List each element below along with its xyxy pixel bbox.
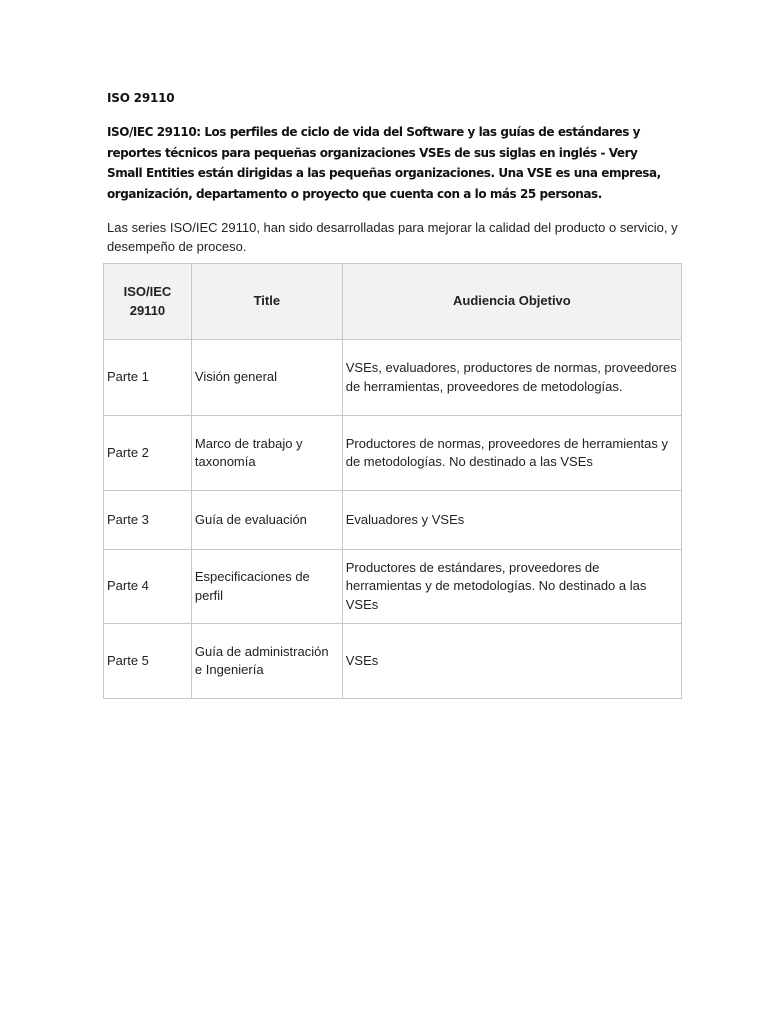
cell-title: Guía de administración e Ingeniería: [191, 624, 342, 699]
cell-title: Marco de trabajo y taxonomía: [191, 416, 342, 491]
cell-audience: Evaluadores y VSEs: [342, 491, 681, 550]
table-row: [104, 550, 682, 624]
cell-part: Parte 1: [104, 340, 192, 416]
table-row: [104, 340, 682, 416]
series-paragraph: Las series ISO/IEC 29110, han sido desarrolladas para mejorar la calidad del producto o servicio, y desempeño de proceso.: [107, 220, 678, 254]
cell-part: Parte 2: [104, 416, 192, 491]
header-title: Title: [191, 264, 342, 340]
cell-audience: VSEs, evaluadores, productores de normas, proveedores de herramientas, proveedores de metodologías.: [342, 340, 681, 416]
header-iso-iec: ISO/IEC 29110: [104, 264, 192, 340]
document-heading: ISO 29110: [107, 91, 175, 105]
iso-parts-table: [103, 263, 682, 699]
cell-part: Parte 5: [104, 624, 192, 699]
cell-audience: Productores de normas, proveedores de herramientas y de metodologías. No destinado a las VSEs: [342, 416, 681, 491]
table-row: [104, 624, 682, 699]
table-row: [104, 416, 682, 491]
cell-audience: VSEs: [342, 624, 681, 699]
cell-title: Especificaciones de perfil: [191, 550, 342, 624]
table-header-row: [104, 264, 682, 340]
cell-part: Parte 4: [104, 550, 192, 624]
table-row: [104, 491, 682, 550]
cell-part: Parte 3: [104, 491, 192, 550]
intro-paragraph: ISO/IEC 29110: Los perfiles de ciclo de vida del Software y las guías de estándares y reportes técnicos para pequeñas organizaciones VSEs de sus siglas en inglés - Very Small Entities están dirigidas a las pequeñas organizaciones. Una VSE es una empresa, organización, departamento o proyecto que cuenta con a lo más 25 personas.: [107, 125, 661, 201]
cell-audience: Productores de estándares, proveedores de herramientas y de metodologías. No destinado a las VSEs: [342, 550, 681, 624]
header-audiencia-objetivo: Audiencia Objetivo: [342, 264, 681, 340]
cell-title: Visión general: [191, 340, 342, 416]
cell-title: Guía de evaluación: [191, 491, 342, 550]
